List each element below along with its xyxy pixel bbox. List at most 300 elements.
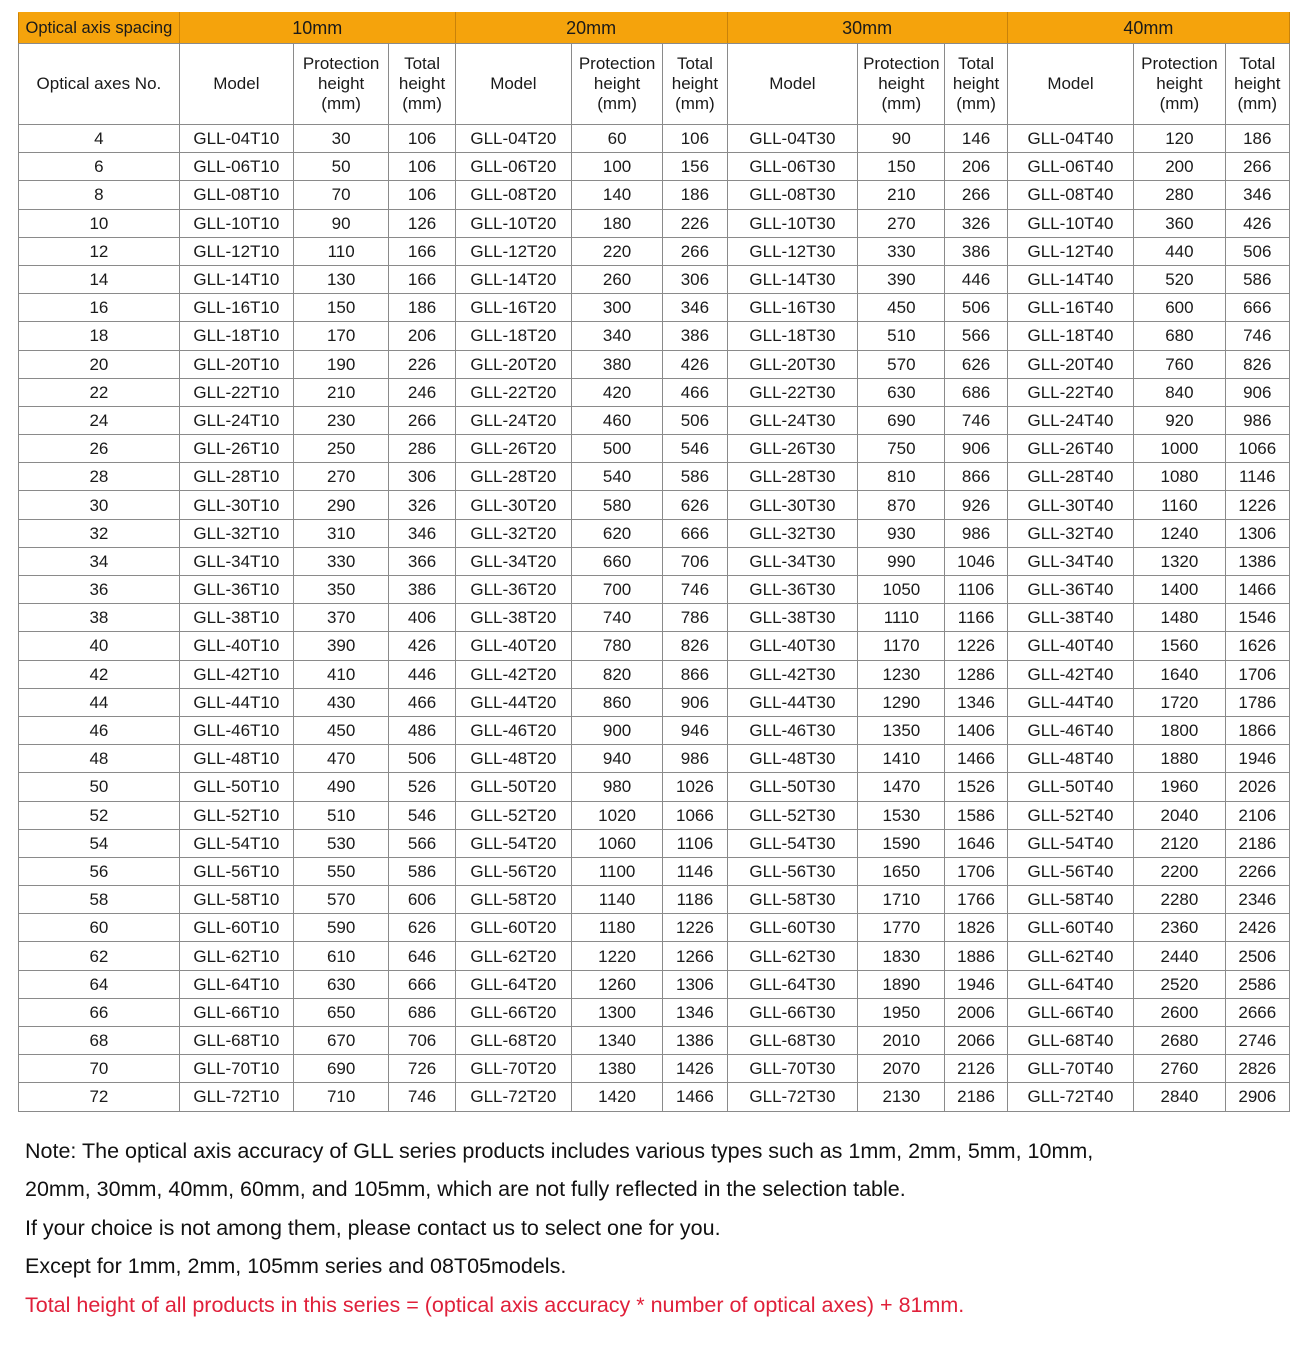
- cell-total-height-20mm: 946: [663, 716, 727, 744]
- cell-model-20mm: GLL-18T20: [455, 322, 571, 350]
- cell-protection-height-20mm: 380: [571, 350, 662, 378]
- cell-protection-height-40mm: 1880: [1134, 745, 1225, 773]
- cell-total-height-40mm: 1306: [1225, 519, 1289, 547]
- cell-model-10mm: GLL-64T10: [179, 970, 293, 998]
- cell-total-height-30mm: 866: [945, 463, 1007, 491]
- table-row: [19, 463, 1290, 491]
- cell-protection-height-30mm: 1050: [858, 576, 945, 604]
- cell-model-30mm: GLL-14T30: [727, 265, 858, 293]
- cell-model-40mm: GLL-42T40: [1007, 660, 1134, 688]
- cell-model-30mm: GLL-06T30: [727, 153, 858, 181]
- cell-model-20mm: GLL-16T20: [455, 294, 571, 322]
- table-row: [19, 350, 1290, 378]
- cell-total-height-10mm: 686: [389, 998, 455, 1026]
- cell-protection-height-40mm: 2200: [1134, 857, 1225, 885]
- table-row: [19, 660, 1290, 688]
- cell-model-10mm: GLL-58T10: [179, 886, 293, 914]
- cell-model-20mm: GLL-66T20: [455, 998, 571, 1026]
- header-optical-axes-no: Optical axes No.: [19, 44, 180, 125]
- spacing-group-10mm: 10mm: [179, 13, 455, 44]
- cell-model-20mm: GLL-32T20: [455, 519, 571, 547]
- cell-model-40mm: GLL-06T40: [1007, 153, 1134, 181]
- cell-protection-height-10mm: 590: [293, 914, 388, 942]
- cell-protection-height-40mm: 360: [1134, 209, 1225, 237]
- cell-total-height-30mm: 1406: [945, 716, 1007, 744]
- cell-model-30mm: GLL-58T30: [727, 886, 858, 914]
- cell-protection-height-20mm: 1180: [571, 914, 662, 942]
- cell-total-height-10mm: 726: [389, 1055, 455, 1083]
- cell-model-30mm: GLL-32T30: [727, 519, 858, 547]
- cell-protection-height-30mm: 2130: [858, 1083, 945, 1111]
- cell-protection-height-10mm: 470: [293, 745, 388, 773]
- cell-total-height-40mm: 1066: [1225, 435, 1289, 463]
- cell-total-height-20mm: 266: [663, 237, 727, 265]
- cell-protection-height-10mm: 690: [293, 1055, 388, 1083]
- cell-protection-height-20mm: 220: [571, 237, 662, 265]
- cell-total-height-10mm: 506: [389, 745, 455, 773]
- cell-model-10mm: GLL-70T10: [179, 1055, 293, 1083]
- cell-total-height-10mm: 186: [389, 294, 455, 322]
- cell-protection-height-40mm: 1640: [1134, 660, 1225, 688]
- cell-protection-height-30mm: 1830: [858, 942, 945, 970]
- cell-total-height-10mm: 246: [389, 378, 455, 406]
- cell-model-10mm: GLL-20T10: [179, 350, 293, 378]
- total-line-2: height: [671, 73, 719, 93]
- cell-optical-axes-no: 38: [19, 604, 180, 632]
- cell-optical-axes-no: 66: [19, 998, 180, 1026]
- cell-model-40mm: GLL-58T40: [1007, 886, 1134, 914]
- protection-line-3: (mm): [597, 94, 637, 114]
- cell-total-height-10mm: 566: [389, 829, 455, 857]
- cell-protection-height-10mm: 30: [293, 125, 388, 153]
- cell-protection-height-10mm: 170: [293, 322, 388, 350]
- cell-model-10mm: GLL-52T10: [179, 801, 293, 829]
- cell-protection-height-40mm: 1480: [1134, 604, 1225, 632]
- cell-model-20mm: GLL-10T20: [455, 209, 571, 237]
- cell-total-height-40mm: 586: [1225, 265, 1289, 293]
- cell-protection-height-30mm: 1710: [858, 886, 945, 914]
- cell-protection-height-20mm: 300: [571, 294, 662, 322]
- cell-total-height-30mm: 1826: [945, 914, 1007, 942]
- cell-model-20mm: GLL-12T20: [455, 237, 571, 265]
- cell-optical-axes-no: 12: [19, 237, 180, 265]
- cell-model-10mm: GLL-26T10: [179, 435, 293, 463]
- cell-total-height-40mm: 1786: [1225, 688, 1289, 716]
- cell-optical-axes-no: 40: [19, 632, 180, 660]
- corner-label-optical-axis-spacing: Optical axis spacing: [19, 13, 180, 44]
- table-row: [19, 547, 1290, 575]
- total-line-2: height: [952, 73, 1000, 93]
- cell-optical-axes-no: 20: [19, 350, 180, 378]
- cell-protection-height-10mm: 190: [293, 350, 388, 378]
- cell-protection-height-20mm: 860: [571, 688, 662, 716]
- cell-total-height-30mm: 1106: [945, 576, 1007, 604]
- cell-model-40mm: GLL-34T40: [1007, 547, 1134, 575]
- cell-protection-height-40mm: 1720: [1134, 688, 1225, 716]
- cell-total-height-40mm: 1866: [1225, 716, 1289, 744]
- spacing-group-30mm: 30mm: [727, 13, 1007, 44]
- cell-protection-height-20mm: 340: [571, 322, 662, 350]
- cell-model-20mm: GLL-70T20: [455, 1055, 571, 1083]
- cell-protection-height-30mm: 1770: [858, 914, 945, 942]
- cell-model-20mm: GLL-40T20: [455, 632, 571, 660]
- table-row: [19, 153, 1290, 181]
- cell-total-height-10mm: 586: [389, 857, 455, 885]
- cell-protection-height-30mm: 510: [858, 322, 945, 350]
- cell-total-height-40mm: 986: [1225, 406, 1289, 434]
- protection-line-1: Protection: [302, 53, 380, 73]
- table-row: [19, 491, 1290, 519]
- header-model-20mm: Model: [455, 44, 571, 125]
- cell-protection-height-10mm: 90: [293, 209, 388, 237]
- cell-total-height-10mm: 226: [389, 350, 455, 378]
- cell-total-height-40mm: 2106: [1225, 801, 1289, 829]
- cell-protection-height-10mm: 610: [293, 942, 388, 970]
- table-row: [19, 1027, 1290, 1055]
- cell-total-height-10mm: 406: [389, 604, 455, 632]
- cell-model-10mm: GLL-18T10: [179, 322, 293, 350]
- cell-protection-height-40mm: 2600: [1134, 998, 1225, 1026]
- cell-optical-axes-no: 10: [19, 209, 180, 237]
- cell-model-10mm: GLL-56T10: [179, 857, 293, 885]
- cell-total-height-20mm: 1226: [663, 914, 727, 942]
- cell-protection-height-10mm: 270: [293, 463, 388, 491]
- cell-protection-height-20mm: 260: [571, 265, 662, 293]
- cell-total-height-10mm: 706: [389, 1027, 455, 1055]
- cell-protection-height-30mm: 1590: [858, 829, 945, 857]
- table-row: [19, 857, 1290, 885]
- cell-protection-height-30mm: 1890: [858, 970, 945, 998]
- cell-total-height-20mm: 586: [663, 463, 727, 491]
- cell-total-height-30mm: 2066: [945, 1027, 1007, 1055]
- cell-model-40mm: GLL-10T40: [1007, 209, 1134, 237]
- cell-model-10mm: GLL-48T10: [179, 745, 293, 773]
- cell-model-10mm: GLL-24T10: [179, 406, 293, 434]
- cell-model-20mm: GLL-42T20: [455, 660, 571, 688]
- cell-total-height-20mm: 906: [663, 688, 727, 716]
- cell-total-height-20mm: 1146: [663, 857, 727, 885]
- cell-total-height-10mm: 606: [389, 886, 455, 914]
- table-row: [19, 237, 1290, 265]
- table-row: [19, 576, 1290, 604]
- cell-model-30mm: GLL-46T30: [727, 716, 858, 744]
- cell-model-40mm: GLL-24T40: [1007, 406, 1134, 434]
- cell-protection-height-10mm: 430: [293, 688, 388, 716]
- cell-protection-height-30mm: 1530: [858, 801, 945, 829]
- cell-model-20mm: GLL-60T20: [455, 914, 571, 942]
- cell-protection-height-10mm: 310: [293, 519, 388, 547]
- cell-optical-axes-no: 58: [19, 886, 180, 914]
- cell-optical-axes-no: 32: [19, 519, 180, 547]
- cell-model-40mm: GLL-08T40: [1007, 181, 1134, 209]
- cell-protection-height-20mm: 780: [571, 632, 662, 660]
- cell-protection-height-40mm: 600: [1134, 294, 1225, 322]
- cell-total-height-10mm: 386: [389, 576, 455, 604]
- total-line-2: height: [1234, 73, 1281, 93]
- note-line-5-formula: Total height of all products in this series = (optical axis accuracy * number of optical axes) + 81mm.: [25, 1292, 965, 1317]
- cell-protection-height-30mm: 570: [858, 350, 945, 378]
- cell-protection-height-20mm: 900: [571, 716, 662, 744]
- cell-protection-height-30mm: 1230: [858, 660, 945, 688]
- cell-model-40mm: GLL-20T40: [1007, 350, 1134, 378]
- cell-protection-height-40mm: 1400: [1134, 576, 1225, 604]
- cell-optical-axes-no: 34: [19, 547, 180, 575]
- cell-total-height-10mm: 546: [389, 801, 455, 829]
- cell-total-height-40mm: 2426: [1225, 914, 1289, 942]
- cell-model-30mm: GLL-08T30: [727, 181, 858, 209]
- cell-protection-height-40mm: 1560: [1134, 632, 1225, 660]
- cell-protection-height-10mm: 150: [293, 294, 388, 322]
- cell-protection-height-40mm: 2680: [1134, 1027, 1225, 1055]
- note-line-1: Note: The optical axis accuracy of GLL series products includes various types such as 1mm, 2mm, 5mm, 10mm,: [25, 1138, 1094, 1163]
- note-line-2: 20mm, 30mm, 40mm, 60mm, and 105mm, which are not fully reflected in the selection table.: [25, 1177, 906, 1202]
- cell-protection-height-40mm: 1000: [1134, 435, 1225, 463]
- cell-protection-height-30mm: 930: [858, 519, 945, 547]
- cell-total-height-40mm: 1146: [1225, 463, 1289, 491]
- cell-protection-height-20mm: 1140: [571, 886, 662, 914]
- note-line-3: If your choice is not among them, please contact us to select one for you.: [25, 1215, 721, 1240]
- cell-model-10mm: GLL-42T10: [179, 660, 293, 688]
- cell-optical-axes-no: 68: [19, 1027, 180, 1055]
- cell-model-40mm: GLL-70T40: [1007, 1055, 1134, 1083]
- cell-model-30mm: GLL-18T30: [727, 322, 858, 350]
- cell-protection-height-20mm: 1260: [571, 970, 662, 998]
- cell-protection-height-20mm: 460: [571, 406, 662, 434]
- cell-protection-height-10mm: 290: [293, 491, 388, 519]
- cell-protection-height-40mm: 1240: [1134, 519, 1225, 547]
- cell-protection-height-20mm: 1220: [571, 942, 662, 970]
- cell-model-10mm: GLL-60T10: [179, 914, 293, 942]
- cell-protection-height-30mm: 270: [858, 209, 945, 237]
- cell-protection-height-20mm: 820: [571, 660, 662, 688]
- cell-total-height-20mm: 1386: [663, 1027, 727, 1055]
- cell-model-10mm: GLL-50T10: [179, 773, 293, 801]
- table-row: [19, 435, 1290, 463]
- table-row: [19, 604, 1290, 632]
- cell-model-30mm: GLL-22T30: [727, 378, 858, 406]
- cell-total-height-10mm: 286: [389, 435, 455, 463]
- cell-model-10mm: GLL-08T10: [179, 181, 293, 209]
- cell-model-40mm: GLL-62T40: [1007, 942, 1134, 970]
- cell-total-height-40mm: 2346: [1225, 886, 1289, 914]
- cell-total-height-30mm: 686: [945, 378, 1007, 406]
- table-body: [19, 125, 1290, 1112]
- cell-optical-axes-no: 22: [19, 378, 180, 406]
- cell-total-height-20mm: 1106: [663, 829, 727, 857]
- cell-total-height-10mm: 646: [389, 942, 455, 970]
- cell-protection-height-30mm: 450: [858, 294, 945, 322]
- cell-protection-height-30mm: 1950: [858, 998, 945, 1026]
- table-row: [19, 378, 1290, 406]
- cell-protection-height-10mm: 110: [293, 237, 388, 265]
- cell-model-40mm: GLL-12T40: [1007, 237, 1134, 265]
- cell-model-10mm: GLL-28T10: [179, 463, 293, 491]
- cell-total-height-20mm: 866: [663, 660, 727, 688]
- cell-protection-height-40mm: 2440: [1134, 942, 1225, 970]
- cell-optical-axes-no: 18: [19, 322, 180, 350]
- cell-model-20mm: GLL-44T20: [455, 688, 571, 716]
- cell-optical-axes-no: 56: [19, 857, 180, 885]
- table-row: [19, 716, 1290, 744]
- cell-protection-height-40mm: 2120: [1134, 829, 1225, 857]
- cell-total-height-20mm: 106: [663, 125, 727, 153]
- cell-model-30mm: GLL-36T30: [727, 576, 858, 604]
- cell-total-height-20mm: 506: [663, 406, 727, 434]
- cell-model-10mm: GLL-38T10: [179, 604, 293, 632]
- cell-protection-height-40mm: 2280: [1134, 886, 1225, 914]
- cell-total-height-10mm: 266: [389, 406, 455, 434]
- cell-optical-axes-no: 14: [19, 265, 180, 293]
- cell-total-height-30mm: 506: [945, 294, 1007, 322]
- cell-model-20mm: GLL-62T20: [455, 942, 571, 970]
- cell-protection-height-40mm: 2520: [1134, 970, 1225, 998]
- cell-model-30mm: GLL-34T30: [727, 547, 858, 575]
- cell-total-height-40mm: 506: [1225, 237, 1289, 265]
- cell-model-30mm: GLL-44T30: [727, 688, 858, 716]
- table-row: [19, 181, 1290, 209]
- cell-model-10mm: GLL-14T10: [179, 265, 293, 293]
- cell-model-40mm: GLL-38T40: [1007, 604, 1134, 632]
- cell-total-height-40mm: 266: [1225, 153, 1289, 181]
- cell-optical-axes-no: 70: [19, 1055, 180, 1083]
- table-header: [19, 13, 1290, 125]
- cell-protection-height-30mm: 630: [858, 378, 945, 406]
- cell-total-height-40mm: 2266: [1225, 857, 1289, 885]
- cell-protection-height-30mm: 150: [858, 153, 945, 181]
- model-selection-table: [18, 12, 1290, 1112]
- header-total-height-30mm: [945, 44, 1007, 125]
- cell-total-height-10mm: 106: [389, 181, 455, 209]
- cell-protection-height-10mm: 410: [293, 660, 388, 688]
- cell-model-30mm: GLL-42T30: [727, 660, 858, 688]
- cell-optical-axes-no: 42: [19, 660, 180, 688]
- notes-block: [18, 1138, 1291, 1320]
- cell-protection-height-20mm: 1020: [571, 801, 662, 829]
- total-line-1: Total: [958, 53, 995, 73]
- total-line-2: height: [398, 73, 446, 93]
- note-line-4: Except for 1mm, 2mm, 105mm series and 08T05models.: [25, 1254, 567, 1279]
- header-model-40mm: Model: [1007, 44, 1134, 125]
- cell-protection-height-10mm: 550: [293, 857, 388, 885]
- cell-total-height-40mm: 426: [1225, 209, 1289, 237]
- cell-total-height-40mm: 666: [1225, 294, 1289, 322]
- cell-protection-height-20mm: 180: [571, 209, 662, 237]
- cell-total-height-40mm: 1226: [1225, 491, 1289, 519]
- cell-total-height-10mm: 306: [389, 463, 455, 491]
- cell-total-height-30mm: 1946: [945, 970, 1007, 998]
- table-row: [19, 294, 1290, 322]
- cell-model-40mm: GLL-50T40: [1007, 773, 1134, 801]
- cell-optical-axes-no: 46: [19, 716, 180, 744]
- cell-model-40mm: GLL-64T40: [1007, 970, 1134, 998]
- table-row: [19, 1083, 1290, 1111]
- table-row: [19, 970, 1290, 998]
- cell-optical-axes-no: 36: [19, 576, 180, 604]
- cell-protection-height-10mm: 70: [293, 181, 388, 209]
- table-row: [19, 125, 1290, 153]
- cell-protection-height-10mm: 530: [293, 829, 388, 857]
- cell-model-20mm: GLL-20T20: [455, 350, 571, 378]
- cell-model-20mm: GLL-22T20: [455, 378, 571, 406]
- protection-line-1: Protection: [1141, 53, 1218, 73]
- cell-protection-height-40mm: 2840: [1134, 1083, 1225, 1111]
- cell-total-height-30mm: 906: [945, 435, 1007, 463]
- header-protection-height-20mm: [571, 44, 662, 125]
- cell-model-10mm: GLL-04T10: [179, 125, 293, 153]
- cell-model-40mm: GLL-60T40: [1007, 914, 1134, 942]
- cell-total-height-40mm: 906: [1225, 378, 1289, 406]
- cell-model-20mm: GLL-68T20: [455, 1027, 571, 1055]
- cell-total-height-30mm: 1046: [945, 547, 1007, 575]
- header-total-height-20mm: [663, 44, 727, 125]
- cell-optical-axes-no: 48: [19, 745, 180, 773]
- cell-model-10mm: GLL-12T10: [179, 237, 293, 265]
- cell-model-20mm: GLL-64T20: [455, 970, 571, 998]
- cell-model-40mm: GLL-04T40: [1007, 125, 1134, 153]
- cell-model-20mm: GLL-72T20: [455, 1083, 571, 1111]
- cell-total-height-40mm: 2586: [1225, 970, 1289, 998]
- cell-model-40mm: GLL-40T40: [1007, 632, 1134, 660]
- header-protection-height-30mm: [858, 44, 945, 125]
- cell-model-40mm: GLL-68T40: [1007, 1027, 1134, 1055]
- cell-protection-height-30mm: 870: [858, 491, 945, 519]
- cell-model-20mm: GLL-08T20: [455, 181, 571, 209]
- cell-model-30mm: GLL-62T30: [727, 942, 858, 970]
- cell-total-height-30mm: 146: [945, 125, 1007, 153]
- cell-model-10mm: GLL-44T10: [179, 688, 293, 716]
- cell-protection-height-40mm: 200: [1134, 153, 1225, 181]
- cell-model-30mm: GLL-50T30: [727, 773, 858, 801]
- cell-total-height-10mm: 206: [389, 322, 455, 350]
- cell-model-40mm: GLL-56T40: [1007, 857, 1134, 885]
- cell-protection-height-20mm: 1420: [571, 1083, 662, 1111]
- cell-total-height-40mm: 826: [1225, 350, 1289, 378]
- total-line-3: (mm): [675, 94, 715, 114]
- cell-protection-height-10mm: 510: [293, 801, 388, 829]
- cell-protection-height-10mm: 670: [293, 1027, 388, 1055]
- cell-total-height-30mm: 386: [945, 237, 1007, 265]
- column-header-row: [19, 44, 1290, 125]
- cell-optical-axes-no: 16: [19, 294, 180, 322]
- cell-total-height-20mm: 386: [663, 322, 727, 350]
- cell-protection-height-20mm: 1300: [571, 998, 662, 1026]
- cell-model-10mm: GLL-72T10: [179, 1083, 293, 1111]
- cell-optical-axes-no: 72: [19, 1083, 180, 1111]
- cell-optical-axes-no: 30: [19, 491, 180, 519]
- cell-model-40mm: GLL-72T40: [1007, 1083, 1134, 1111]
- cell-total-height-20mm: 826: [663, 632, 727, 660]
- cell-protection-height-40mm: 680: [1134, 322, 1225, 350]
- protection-line-3: (mm): [881, 94, 922, 114]
- cell-total-height-10mm: 346: [389, 519, 455, 547]
- cell-model-10mm: GLL-66T10: [179, 998, 293, 1026]
- protection-line-2: height: [317, 73, 365, 93]
- cell-model-40mm: GLL-30T40: [1007, 491, 1134, 519]
- cell-protection-height-20mm: 1060: [571, 829, 662, 857]
- cell-model-10mm: GLL-30T10: [179, 491, 293, 519]
- cell-total-height-30mm: 2186: [945, 1083, 1007, 1111]
- cell-total-height-20mm: 706: [663, 547, 727, 575]
- header-total-height-10mm: [389, 44, 455, 125]
- cell-model-40mm: GLL-14T40: [1007, 265, 1134, 293]
- cell-model-30mm: GLL-24T30: [727, 406, 858, 434]
- cell-total-height-40mm: 746: [1225, 322, 1289, 350]
- cell-protection-height-10mm: 650: [293, 998, 388, 1026]
- cell-total-height-30mm: 746: [945, 406, 1007, 434]
- cell-protection-height-40mm: 1160: [1134, 491, 1225, 519]
- cell-total-height-20mm: 306: [663, 265, 727, 293]
- table-row: [19, 322, 1290, 350]
